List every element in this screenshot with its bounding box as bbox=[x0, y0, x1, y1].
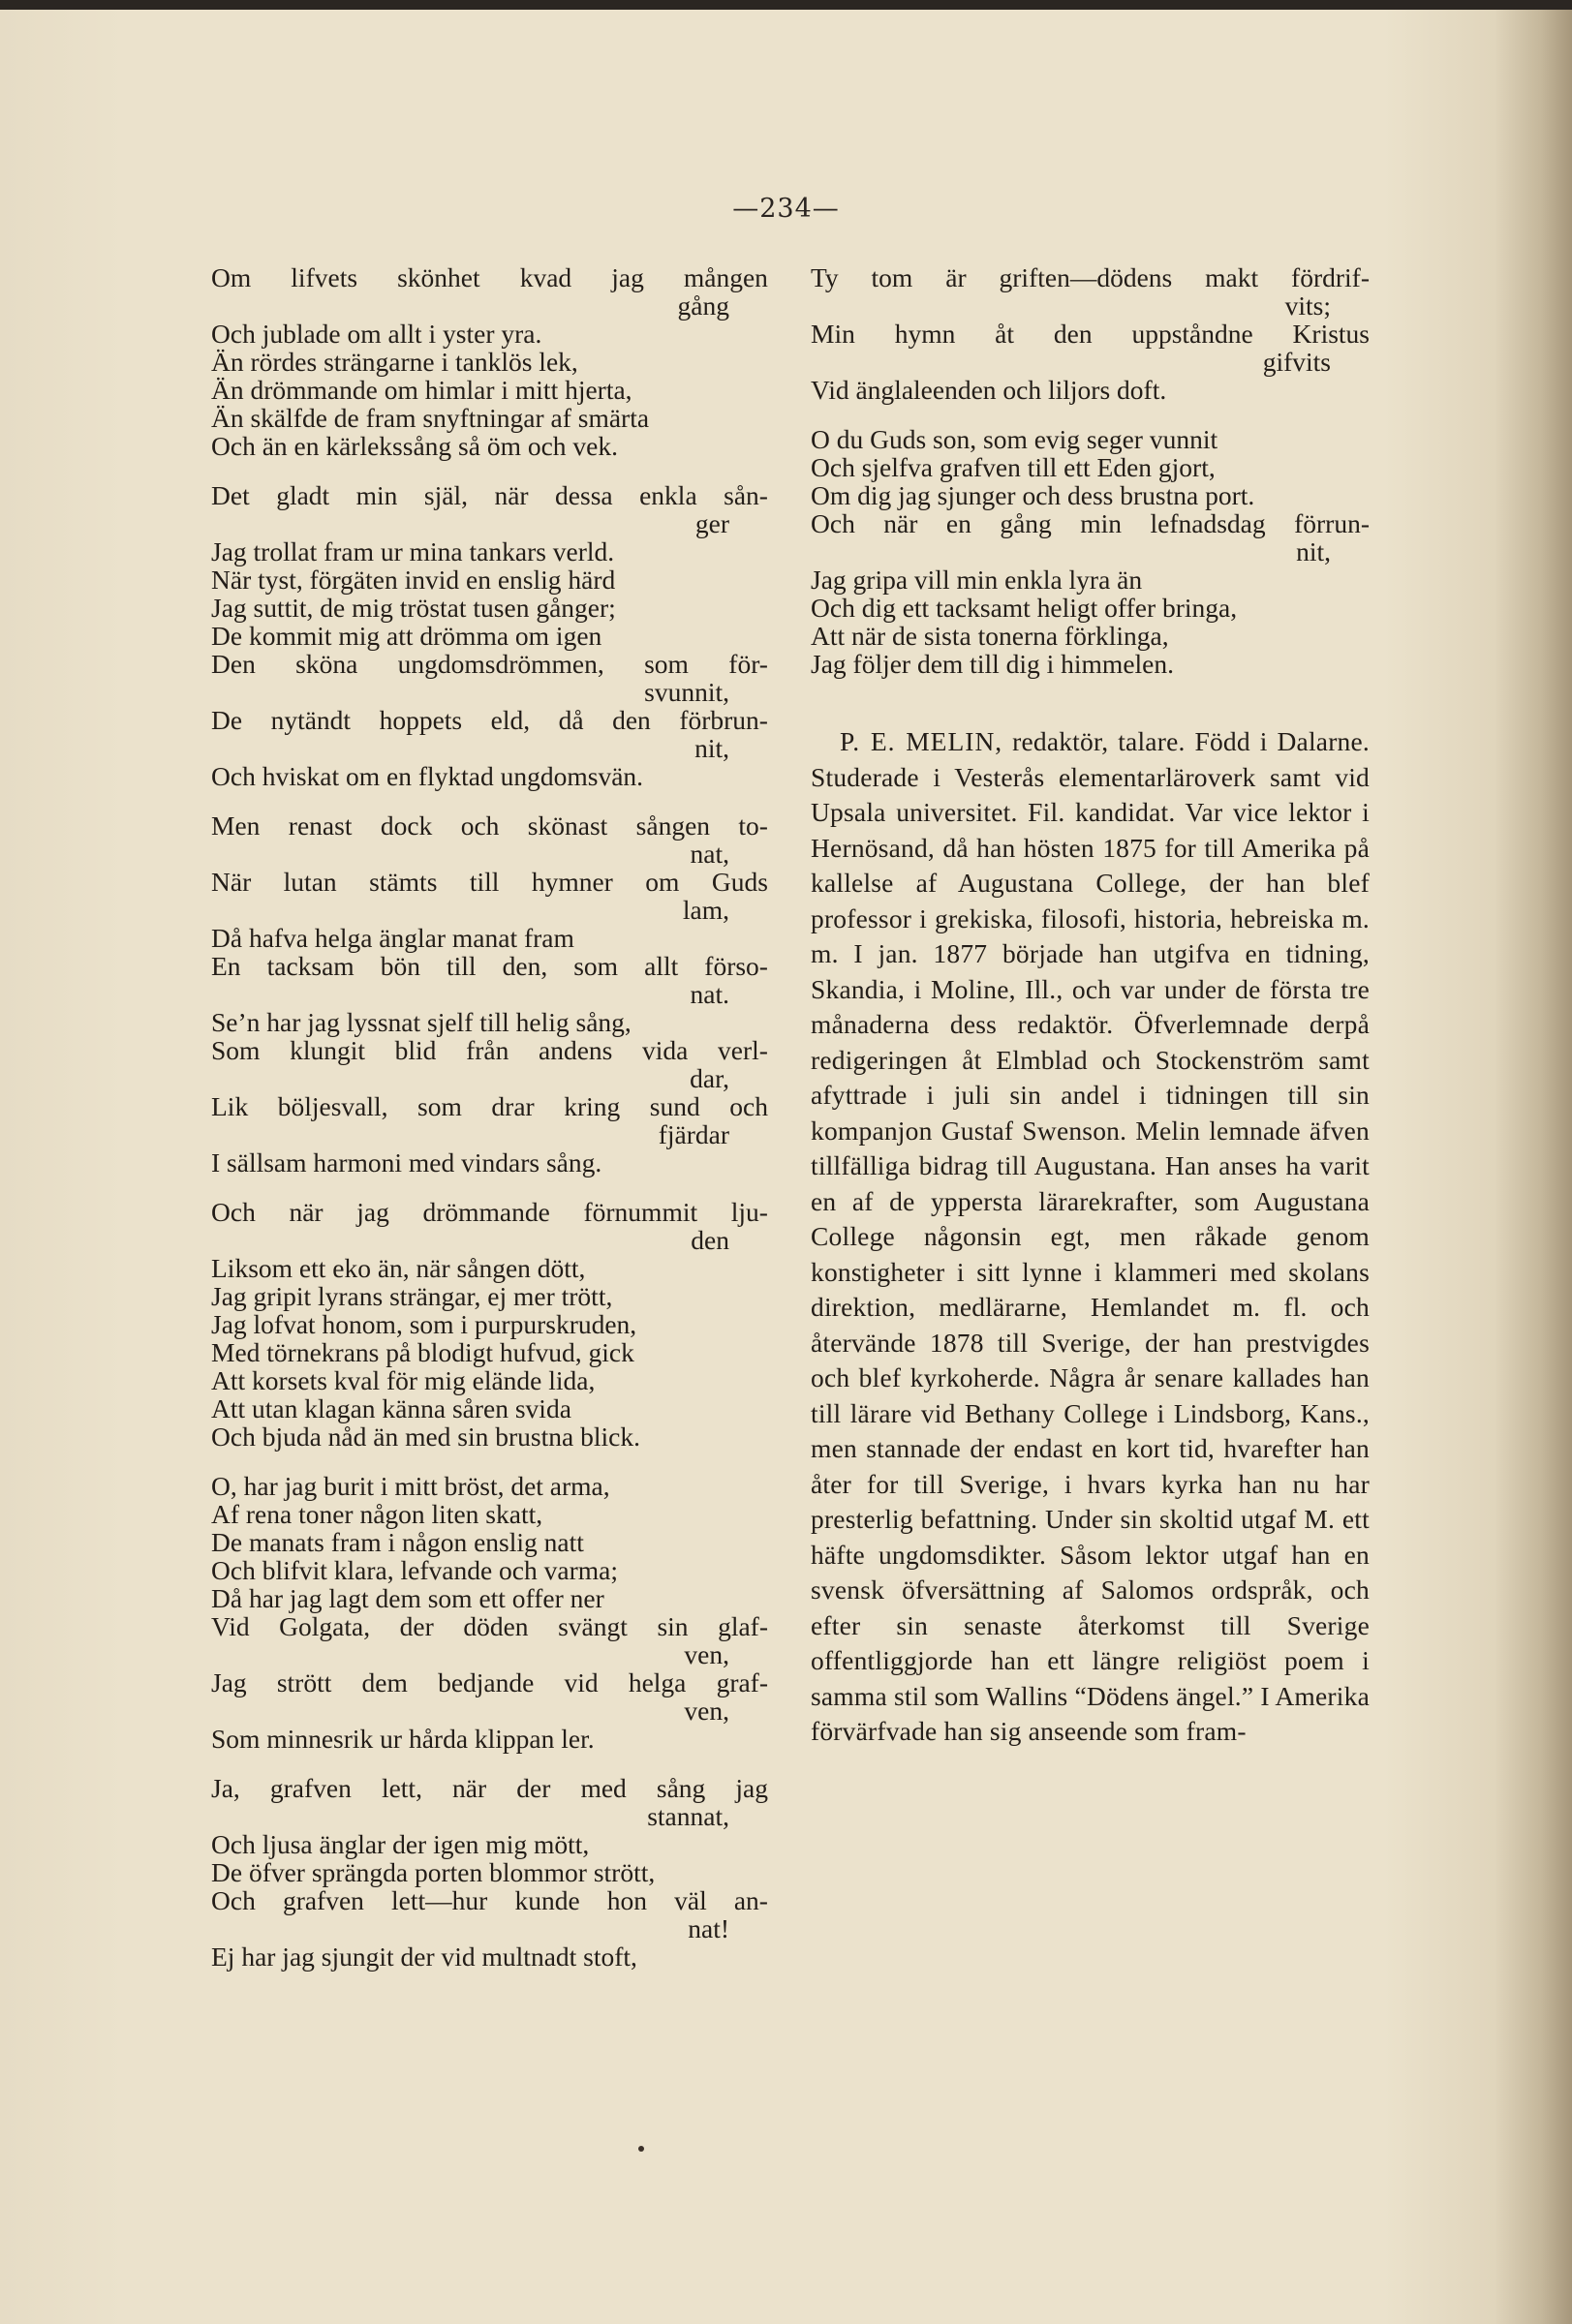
poem-line: Liksom ett eko än, när sången dött, bbox=[211, 1253, 586, 1283]
poem-line-turnover: nit, bbox=[1296, 536, 1331, 566]
biography-paragraph bbox=[811, 724, 1370, 1750]
poem-line-turnover: fjärdar bbox=[658, 1119, 729, 1149]
poem-line: Jag gripit lyrans strängar, ej mer trött, bbox=[211, 1281, 613, 1311]
poem-line: Min hymn åt den uppståndne Kristus bbox=[811, 319, 1370, 349]
poem-line: Ej har jag sjungit der vid multnadt stoft, bbox=[211, 1942, 637, 1972]
poem-line-turnover: ven, bbox=[684, 1639, 729, 1669]
scan-top-border bbox=[0, 0, 1572, 10]
page-speck bbox=[638, 2146, 644, 2152]
poem-line-turnover: lam, bbox=[682, 895, 729, 925]
poem-line: Då har jag lagt dem som ett offer ner bbox=[211, 1583, 604, 1613]
poem-stanza bbox=[211, 1198, 768, 1451]
poem-line: Det gladt min själ, när dessa enkla sån- bbox=[211, 480, 768, 510]
poem-line: Då hafva helga änglar manat fram bbox=[211, 923, 574, 953]
poem-line: Att utan klagan känna såren svida bbox=[211, 1393, 571, 1423]
book-page bbox=[0, 10, 1572, 2324]
poem-line: Och när jag drömmande förnummit lju- bbox=[211, 1197, 768, 1227]
biography-name: P. E. MELIN, bbox=[840, 726, 1003, 756]
poem-line: Och grafven lett—hur kunde hon väl an- bbox=[211, 1885, 768, 1915]
poem-line: Jag lofvat honom, som i purpurskruden, bbox=[211, 1309, 637, 1339]
poem-line-turnover: nat! bbox=[688, 1913, 729, 1943]
poem-line: Än rördes strängarne i tanklös lek, bbox=[211, 347, 578, 377]
poem-line: Än skälfde de fram snyftningar af smärta bbox=[211, 403, 650, 433]
poem-line: Om lifvets skönhet kvad jag mången bbox=[211, 262, 768, 292]
poem-stanza bbox=[211, 811, 768, 1177]
poem-line: Lik böljesvall, som drar kring sund och bbox=[211, 1091, 768, 1121]
poem-line: Vid Golgata, der döden svängt sin glaf- bbox=[211, 1611, 768, 1641]
poem-line: Som klungit blid från andens vida verl- bbox=[211, 1035, 768, 1065]
poem-line-turnover: nit, bbox=[694, 733, 729, 763]
poem-line: De manats fram i någon enslig natt bbox=[211, 1527, 584, 1557]
poem-line: Och bjuda nåd än med sin brustna blick. bbox=[211, 1422, 640, 1452]
poem-line: De kommit mig att drömma om igen bbox=[211, 621, 602, 651]
poem-line-turnover: gifvits bbox=[1262, 347, 1331, 377]
poem-line-turnover: gång bbox=[677, 290, 729, 321]
left-column-poem bbox=[211, 263, 768, 1992]
poem-line: När lutan stämts till hymner om Guds bbox=[211, 867, 768, 897]
poem-line: De nytändt hoppets eld, då den förbrun- bbox=[211, 705, 768, 735]
poem-line-turnover: nat, bbox=[690, 839, 729, 869]
poem-line: Som minnesrik ur hårda klippan ler. bbox=[211, 1724, 595, 1754]
poem-line: O, har jag burit i mitt bröst, det arma, bbox=[211, 1471, 610, 1501]
poem-line-turnover: dar, bbox=[690, 1063, 729, 1093]
poem-line: Af rena toner någon liten skatt, bbox=[211, 1499, 543, 1529]
poem-line: Med törnekrans på blodigt hufvud, gick bbox=[211, 1337, 634, 1367]
poem-stanza bbox=[211, 1472, 768, 1753]
poem-line: En tacksam bön till den, som allt förso- bbox=[211, 951, 768, 981]
poem-line: Och när en gång min lefnadsdag förrun- bbox=[811, 508, 1370, 538]
poem-line: Och sjelfva grafven till ett Eden gjort, bbox=[811, 452, 1216, 482]
poem-line: Se’n har jag lyssnat sjelf till helig sång, bbox=[211, 1007, 632, 1037]
poem-stanza bbox=[811, 263, 1370, 404]
poem-line: Och hviskat om en flyktad ungdomsvän. bbox=[211, 761, 644, 791]
poem-line: Och dig ett tacksamt heligt offer bringa, bbox=[811, 593, 1238, 623]
poem-line-turnover: ven, bbox=[684, 1696, 729, 1726]
poem-line-turnover: den bbox=[691, 1225, 729, 1255]
poem-line: Än drömmande om himlar i mitt hjerta, bbox=[211, 375, 632, 405]
right-column bbox=[811, 263, 1370, 1776]
poem-line: Den sköna ungdomsdrömmen, som för- bbox=[211, 649, 768, 679]
poem-line: I sällsam harmoni med vindars sång. bbox=[211, 1147, 602, 1177]
poem-line-turnover: vits; bbox=[1284, 290, 1331, 321]
poem-line: Jag strött dem bedjande vid helga graf- bbox=[211, 1667, 768, 1697]
poem-line-turnover: nat. bbox=[690, 979, 729, 1009]
poem-line: Vid änglaleenden och liljors doft. bbox=[811, 375, 1167, 405]
poem-stanza bbox=[211, 1774, 768, 1971]
poem-line: O du Guds son, som evig seger vunnit bbox=[811, 424, 1218, 454]
poem-line: Och ljusa änglar der igen mig mött, bbox=[211, 1829, 590, 1859]
poem-line-turnover: stannat, bbox=[647, 1801, 729, 1831]
poem-line: De öfver sprängda porten blommor strött, bbox=[211, 1857, 656, 1887]
poem-line-turnover: ger bbox=[694, 508, 729, 538]
right-column-poem bbox=[811, 263, 1370, 678]
page-number: —234— bbox=[732, 194, 840, 224]
biography-text: redaktör, talare. Född i Dalarne. Studerade i Vesterås elementarläroverk samt vid Upsala universitet. Fil. kandidat. Var vice lektor i Hernösand, då han hösten 1875 for till Amerika på kallelse af Augustana College, der han blef professor i grekiska, filosofi, historia, hebreiska m. m. I jan. 1877 började han utgifva en tidning, Skandia, i Moline, Ill., och var under de första tre månaderna dess redaktör. Öfverlemnade derpå redigeringen åt Elmblad och Stockenström samt afyttrade i juli sin andel i tidningen till sin kompanjon Gustaf Swenson. Melin lemnade äfven tillfälliga bidrag till Augustana. Han anses ha varit en af de yppersta lärarekrafter, som Augustana College någonsin egt, men råkade genom konstigheter i sitt lynne i klammeri med skolans direktion, medlärarne, Hemlandet m. fl. och återvände 1878 till Sverige, der han prestvigdes och blef kyrkoherde. Några år senare kallades han till lärare vid Bethany College i Lindsborg, Kans., men stannade der endast en kort tid, hvarefter han åter for till Sverige, i hvars kyrka han nu har presterlig befattning. Under sin skoltid utgaf M. ett häfte ungdomsdikter. Såsom lektor utgaf han en svensk öfversättning af Salomos ordspråk, och efter sin senaste återkomst till Sverige offentliggjorde han ett längre religiöst poem i samma stil som Wallins “Dödens ängel.” I Amerika förvärfvade han sig anseende som fram- bbox=[811, 726, 1370, 1746]
poem-line: Och jublade om allt i yster yra. bbox=[211, 319, 542, 349]
poem-line: Att korsets kval för mig elände lida, bbox=[211, 1365, 596, 1395]
poem-stanza bbox=[211, 481, 768, 790]
poem-line: Ty tom är griften—dödens makt fördrif- bbox=[811, 262, 1370, 292]
poem-line: Jag trollat fram ur mina tankars verld. bbox=[211, 536, 615, 566]
poem-line: Att när de sista tonerna förklinga, bbox=[811, 621, 1169, 651]
poem-line: Jag följer dem till dig i himmelen. bbox=[811, 649, 1174, 679]
poem-line-turnover: svunnit, bbox=[644, 677, 729, 707]
poem-line: När tyst, förgäten invid en enslig härd bbox=[211, 565, 616, 595]
poem-line: Och blifvit klara, lefvande och varma; bbox=[211, 1555, 618, 1585]
poem-line: Men renast dock och skönast sången to- bbox=[211, 810, 768, 841]
poem-line: Ja, grafven lett, när der med sång jag bbox=[211, 1773, 768, 1803]
poem-stanza bbox=[211, 263, 768, 460]
poem-line: Jag gripa vill min enkla lyra än bbox=[811, 565, 1143, 595]
poem-line: Jag suttit, de mig tröstat tusen gånger; bbox=[211, 593, 616, 623]
poem-stanza bbox=[811, 425, 1370, 678]
poem-line: Och än en kärlekssång så öm och vek. bbox=[211, 431, 619, 461]
poem-line: Om dig jag sjunger och dess brustna port. bbox=[811, 480, 1255, 510]
page-gutter-shadow bbox=[1495, 10, 1572, 2324]
